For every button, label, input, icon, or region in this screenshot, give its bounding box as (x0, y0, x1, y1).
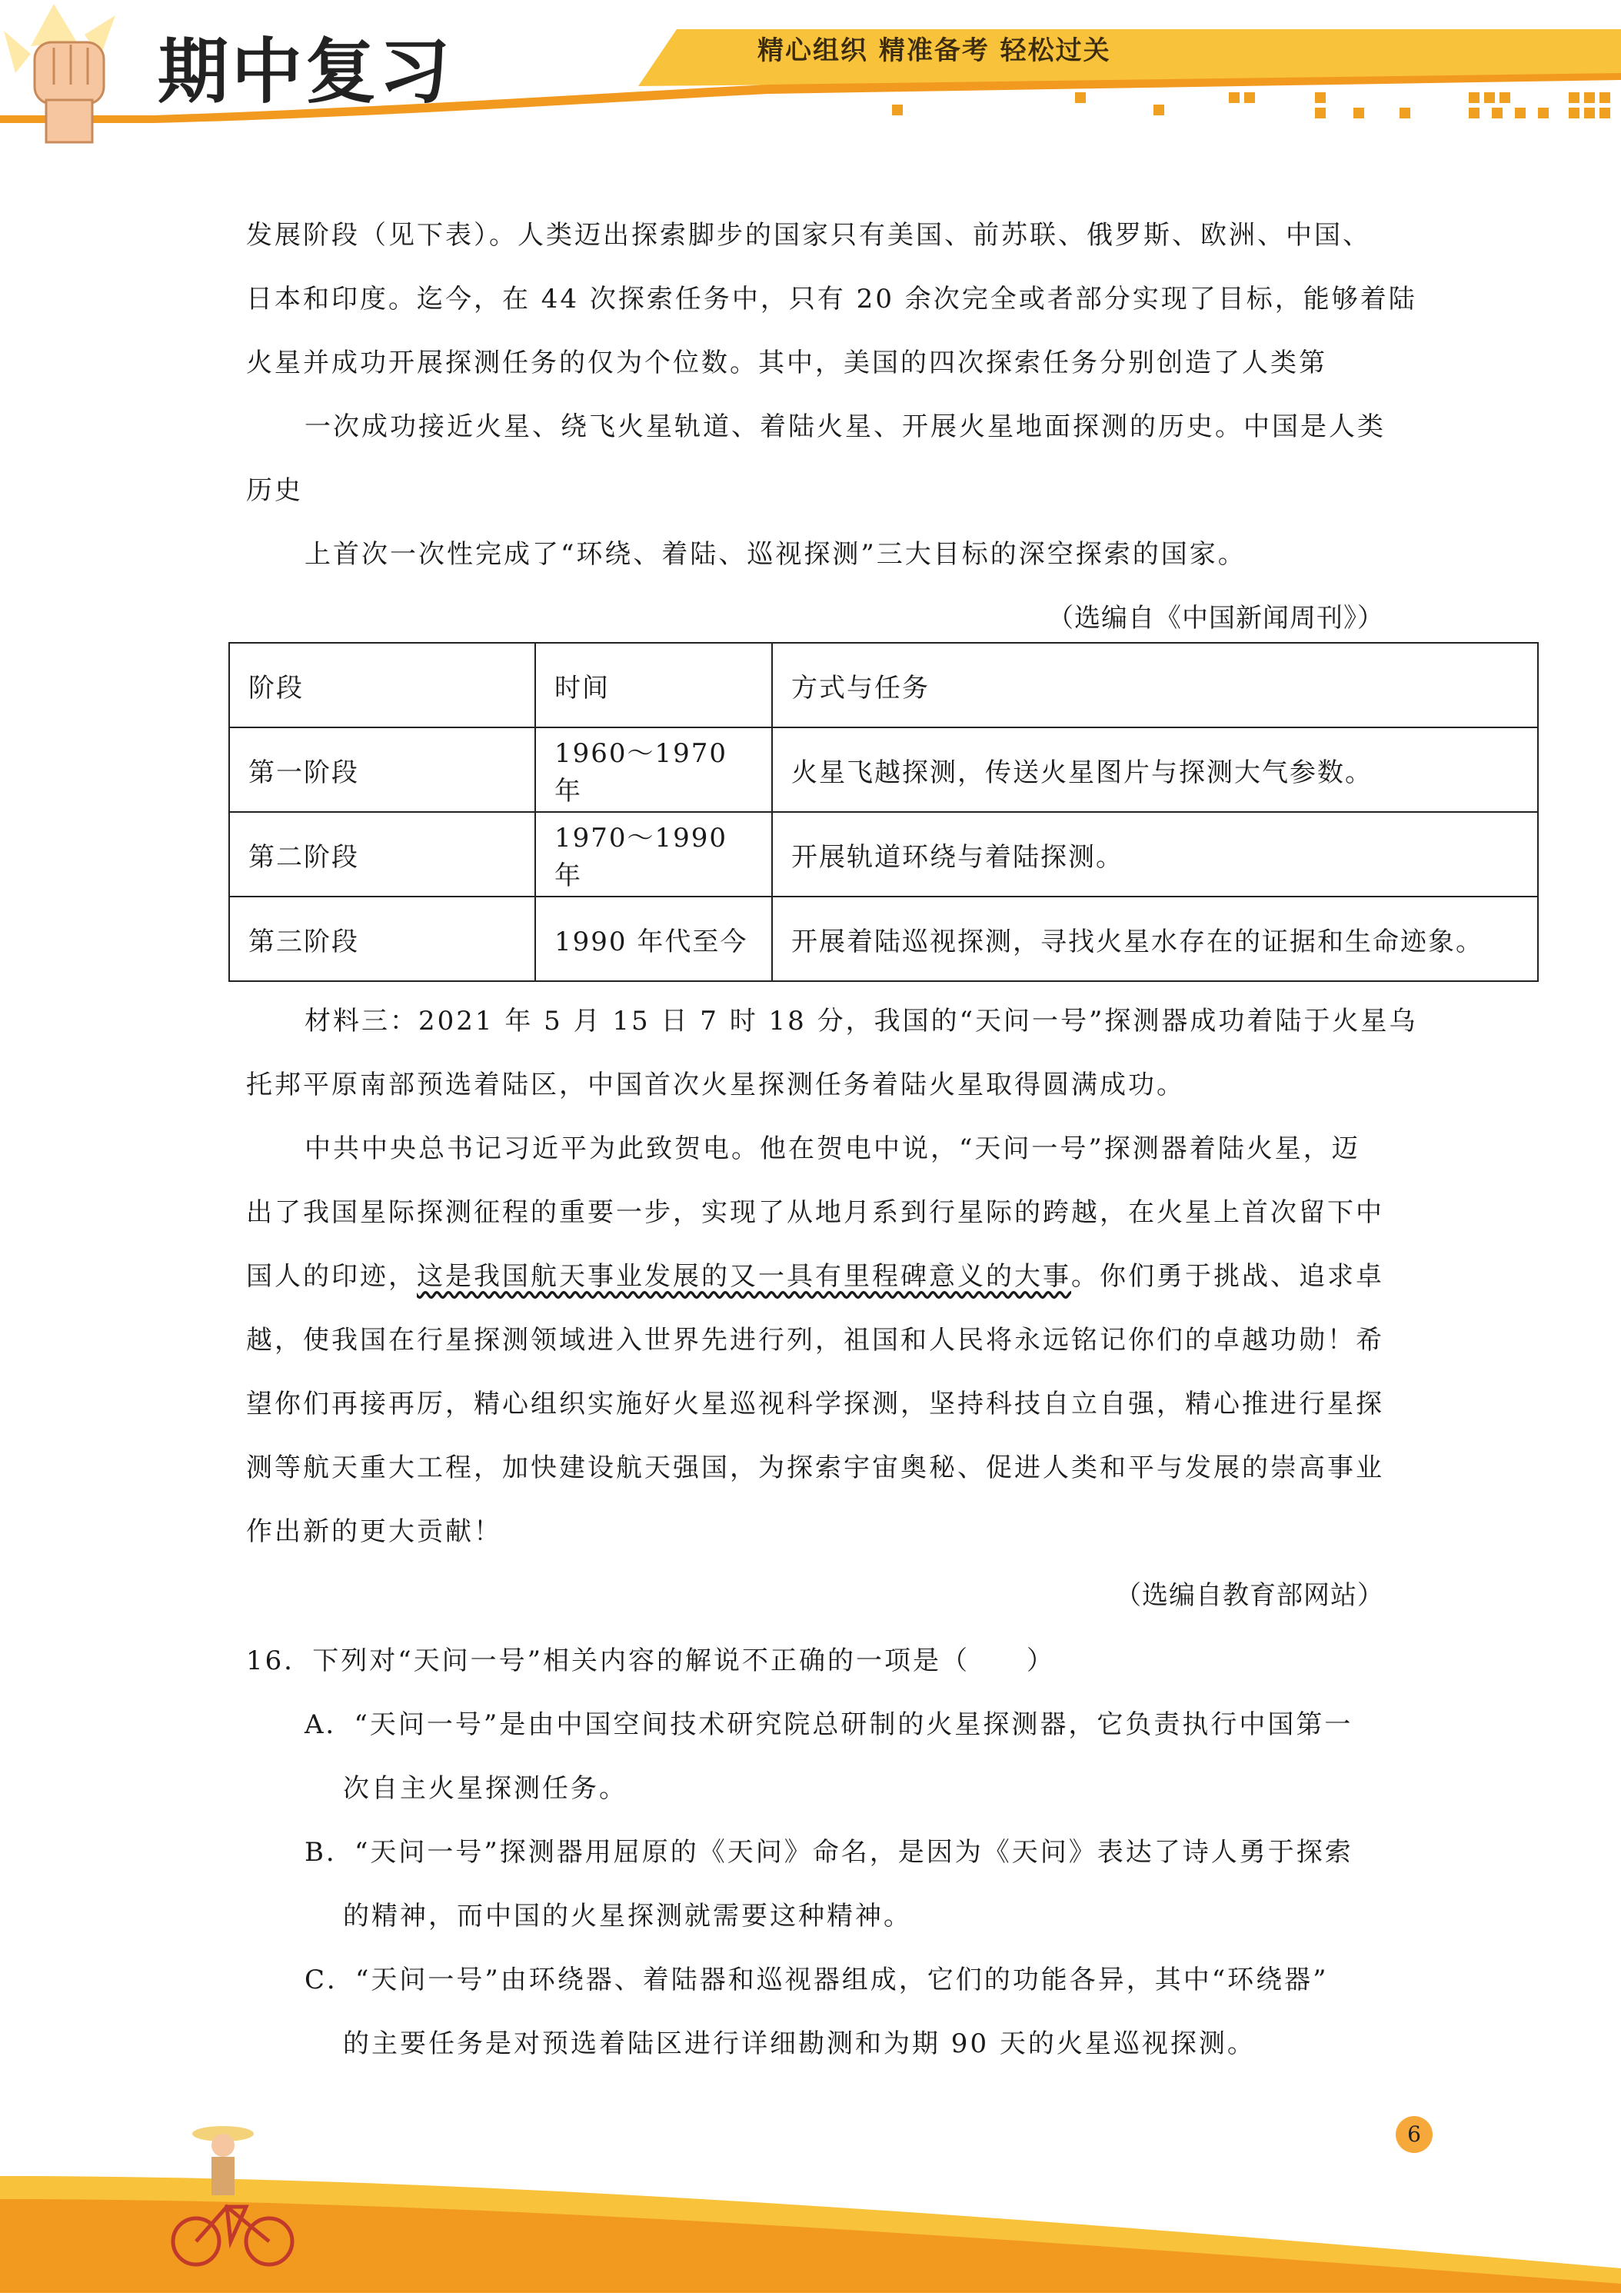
table-cell: 火星飞越探测，传送火星图片与探测大气参数。 (772, 727, 1538, 812)
paragraph-line (246, 1245, 1384, 1309)
footer-graphic (0, 2107, 1621, 2293)
table-header-cell: 方式与任务 (772, 643, 1538, 727)
table-cell: 第三阶段 (229, 897, 535, 981)
decor-dots (892, 92, 1610, 118)
header-slogan: 精心组织 精准备考 轻松过关 (757, 35, 1111, 66)
table-header-cell: 时间 (535, 643, 772, 727)
text-run: 。你们勇于挑战、追求卓 (1071, 1261, 1384, 1292)
table-cell: 第二阶段 (229, 812, 535, 897)
paragraph-line: 托邦平原南部预选着陆区，中国首次火星探测任务着陆火星取得圆满成功。 (246, 1070, 1185, 1100)
paragraph-line: 上首次一次性完成了“环绕、着陆、巡视探测”三大目标的深空探索的国家。 (305, 539, 1247, 570)
table-cell: 开展着陆巡视探测，寻找火星水存在的证据和生命迹象。 (772, 897, 1538, 981)
option-b-line1: B．“天问一号”探测器用屈原的《天问》命名，是因为《天问》表达了诗人勇于探索 (305, 1837, 1353, 1868)
paragraph-line: 越，使我国在行星探测领域进入世界先进行列，祖国和人民将永远铭记你们的卓越功勋！希 (246, 1325, 1384, 1356)
passage-top (246, 204, 1417, 651)
underlined-sentence: 这是我国航天事业发展的又一具有里程碑意义的大事 (417, 1261, 1071, 1292)
paragraph-line: 日本和印度。迄今，在 44 次探索任务中，只有 20 余次完全或者部分实现了目标，能够着陆 (246, 284, 1417, 314)
option-c-line1: C．“天问一号”由环绕器、着陆器和巡视器组成，它们的功能各异，其中“环绕器” (305, 1965, 1329, 1995)
table-row (229, 897, 1538, 981)
source-citation: （选编自教育部网站） (1115, 1580, 1384, 1611)
table-row (229, 727, 1538, 812)
paragraph-line: 历史 (246, 475, 303, 506)
question-stem: 16．下列对“天问一号”相关内容的解说不正确的一项是（ ） (246, 1645, 1056, 1676)
text-run: 国人的印迹， (246, 1261, 417, 1292)
paragraph-line: 望你们再接再厉，精心组织实施好火星巡视科学探测，坚持科技自立自强，精心推进行星探 (246, 1389, 1384, 1419)
paragraph-line: 出了我国星际探测征程的重要一步，实现了从地月系到行星际的跨越，在火星上首次留下中 (246, 1197, 1384, 1228)
option-c-line2: 的主要任务是对预选着陆区进行详细勘测和为期 90 天的火星巡视探测。 (343, 2028, 1256, 2059)
table-header-cell: 阶段 (229, 643, 535, 727)
table-row (229, 812, 1538, 897)
page-number-badge: 6 (1396, 2116, 1433, 2153)
source-citation: （选编自《中国新闻周刊》） (1047, 603, 1384, 634)
table-cell: 1990 年代至今 (535, 897, 772, 981)
question-16 (246, 1629, 1400, 2076)
paragraph-line: 火星并成功开展探测任务的仅为个位数。其中，美国的四次探索任务分别创造了人类第 (246, 348, 1327, 378)
table-cell: 1960～1970 年 (535, 727, 772, 812)
page-header (0, 0, 1621, 154)
option-b-line2: 的精神，而中国的火星探测就需要这种精神。 (343, 1901, 912, 1932)
mars-exploration-stages-table (228, 642, 1539, 982)
table-cell: 开展轨道环绕与着陆探测。 (772, 812, 1538, 897)
paragraph-line: 材料三：2021 年 5 月 15 日 7 时 18 分，我国的“天问一号”探测器成功着陆于火星乌 (305, 1006, 1418, 1037)
page-footer (0, 2107, 1621, 2293)
paragraph-line: 发展阶段（见下表）。人类迈出探索脚步的国家只有美国、前苏联、俄罗斯、欧洲、中国、 (246, 220, 1371, 251)
table-header-row (229, 643, 1538, 727)
paragraph-line: 中共中央总书记习近平为此致贺电。他在贺电中说，“天问一号”探测器着陆火星，迈 (305, 1133, 1360, 1164)
paragraph-line: 一次成功接近火星、绕飞火星轨道、着陆火星、开展火星地面探测的历史。中国是人类 (305, 411, 1386, 442)
table-cell: 第一阶段 (229, 727, 535, 812)
option-a-line2: 次自主火星探测任务。 (343, 1773, 627, 1804)
paragraph-line: 测等航天重大工程，加快建设航天强国，为探索宇宙奥秘、促进人类和平与发展的崇高事业 (246, 1452, 1384, 1483)
material-three (246, 990, 1418, 1628)
table-cell: 1970～1990 年 (535, 812, 772, 897)
paragraph-line: 作出新的更大贡献！ (246, 1516, 502, 1547)
header-title: 期中复习 (158, 31, 454, 113)
option-a-line1: A．“天问一号”是由中国空间技术研究院总研制的火星探测器，它负责执行中国第一 (305, 1709, 1353, 1740)
